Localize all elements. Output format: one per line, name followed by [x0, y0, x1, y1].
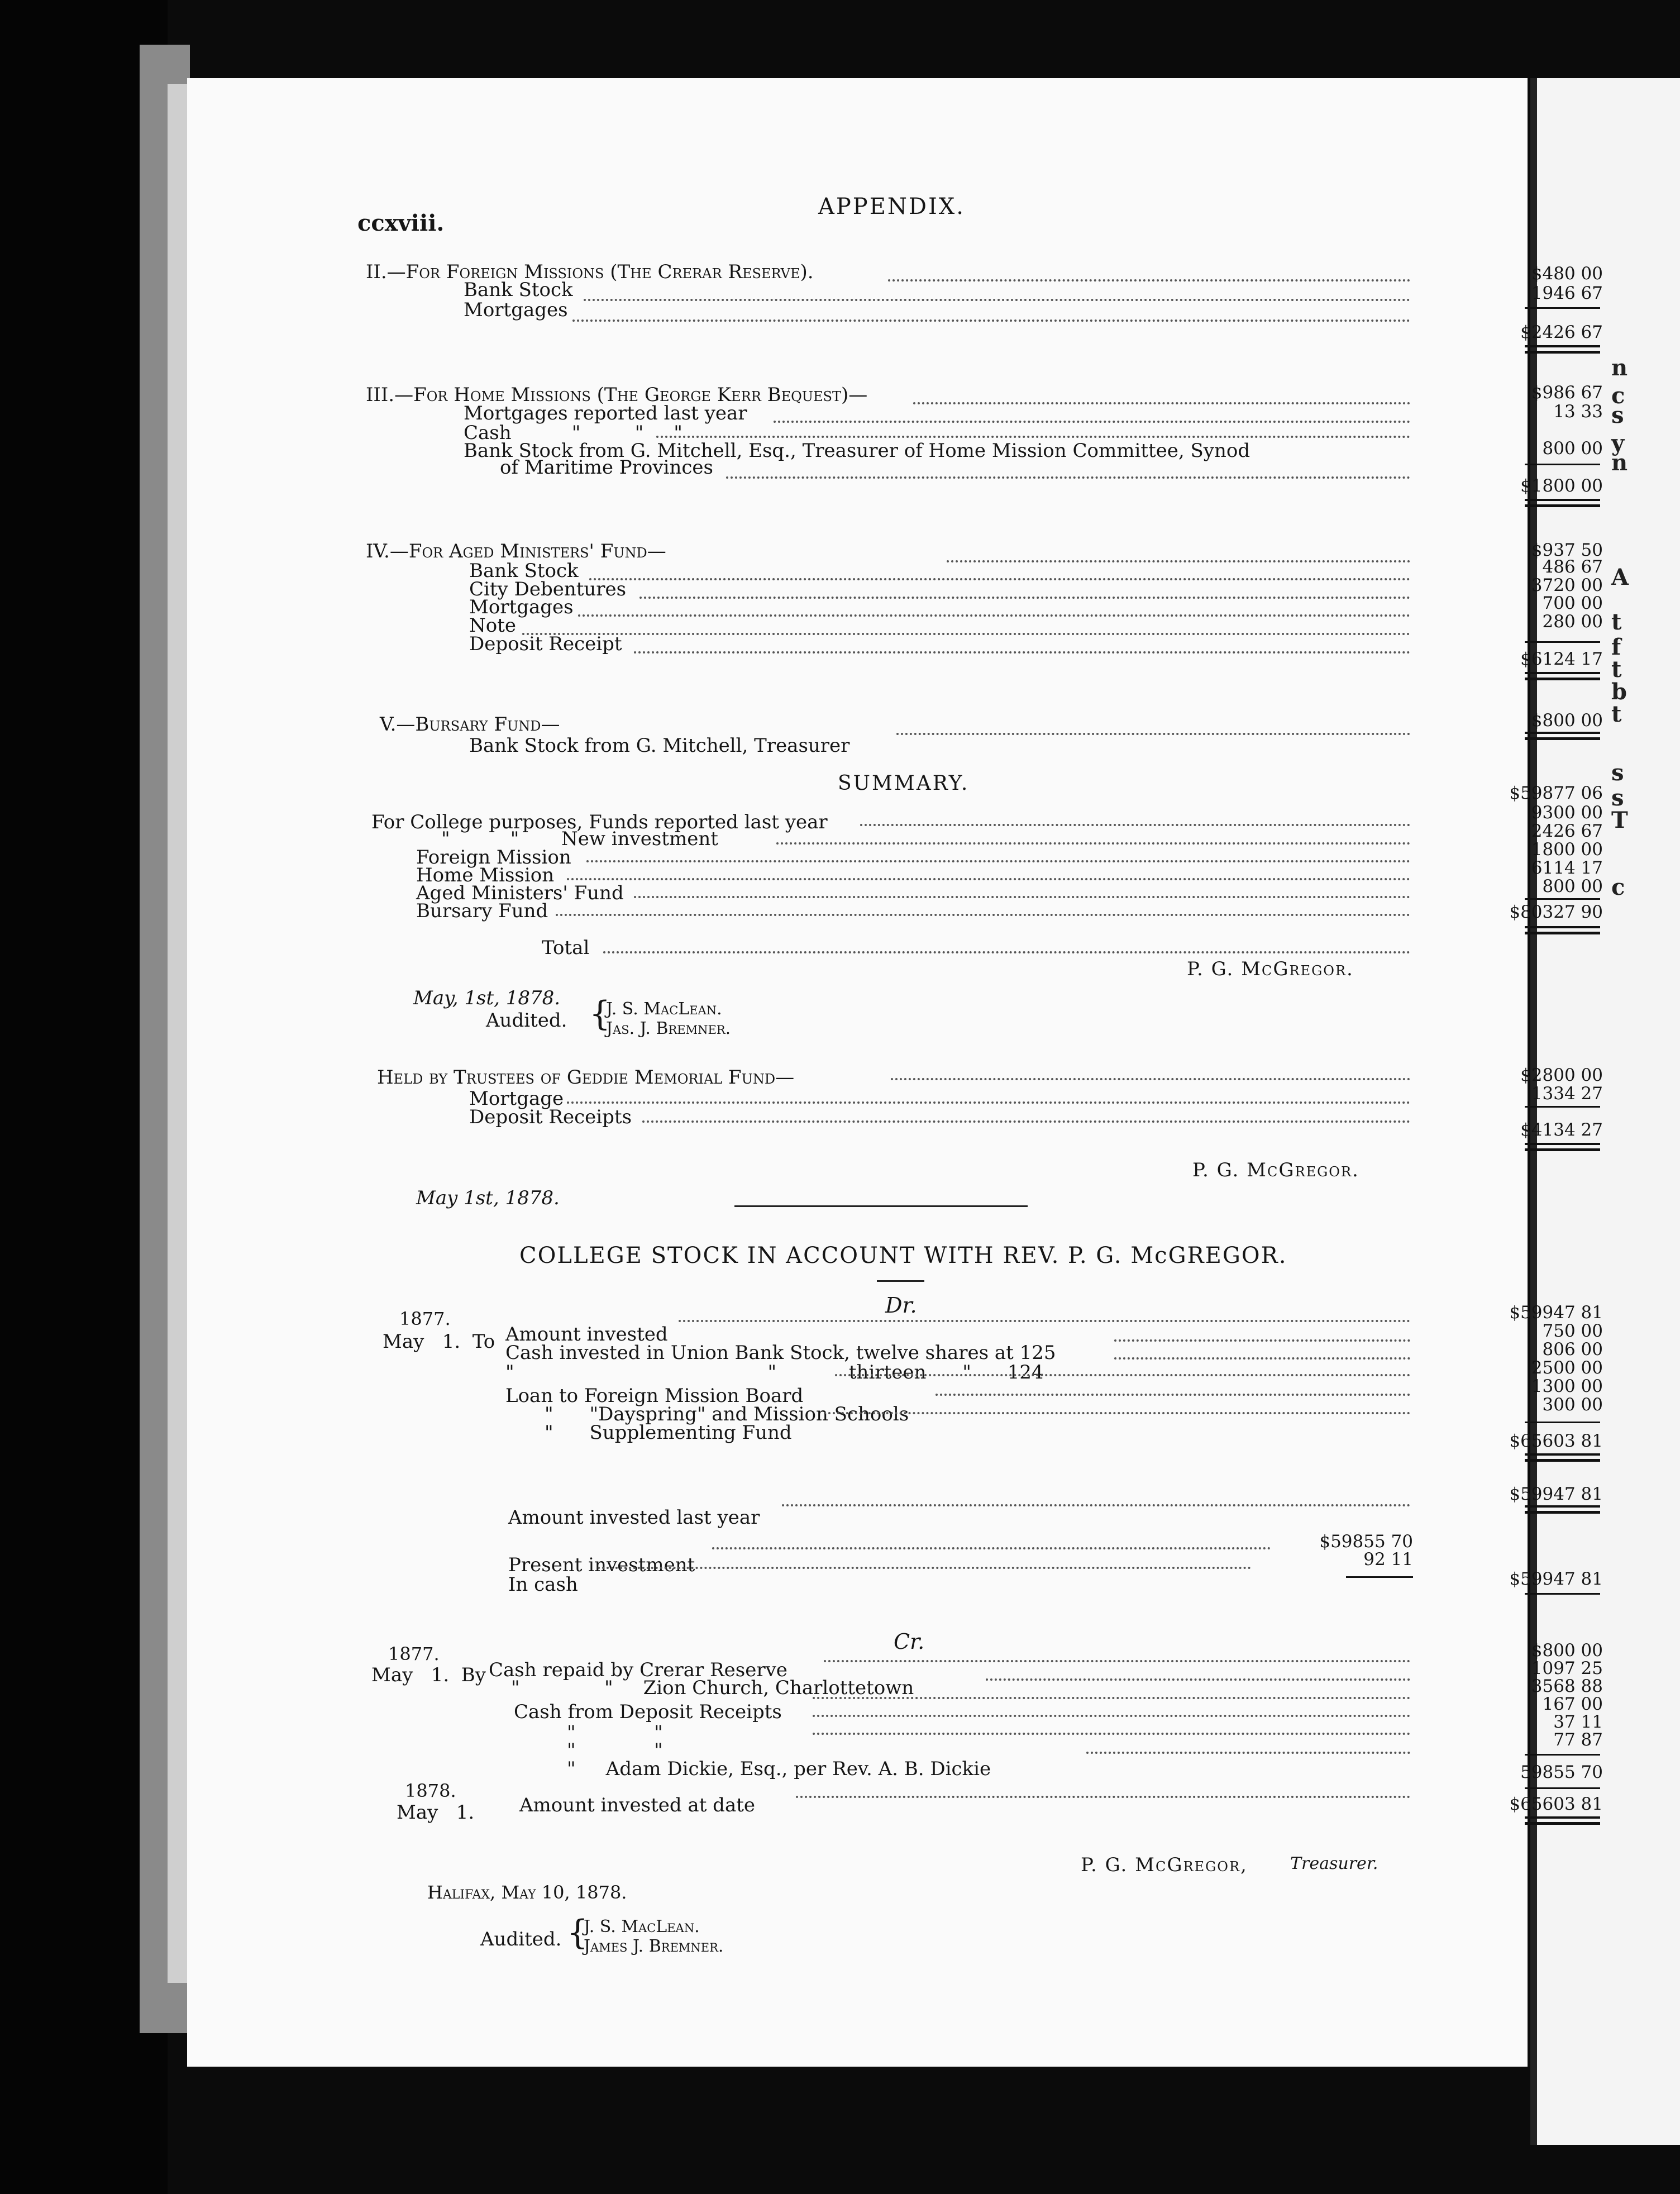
auditor-name: James J. Bremner. — [584, 1937, 724, 1956]
dot-leader — [947, 560, 1410, 562]
amount: 486 67 — [1542, 557, 1603, 577]
dot-leader — [567, 878, 1410, 880]
summary-line: Bursary Fund — [416, 900, 548, 922]
entry-date: May 1. — [397, 1801, 475, 1824]
dot-leader — [1114, 1357, 1410, 1360]
present-investment: $59855 70 — [1319, 1532, 1413, 1552]
amount: 6114 17 — [1531, 858, 1603, 878]
adjacent-page-fragment: A — [1611, 564, 1629, 590]
summary-line: " " New investment — [441, 828, 718, 850]
double-rule — [1525, 1453, 1600, 1462]
line-label: Mortgages — [464, 299, 568, 321]
credit-total: $65603 81 — [1509, 1794, 1603, 1814]
section-heading-home: III.—For Home Missions (The George Kerr Bequest)— — [366, 384, 868, 406]
section-heading-foreign: II.—For Foreign Missions (The Crerar Reserve). — [366, 261, 814, 283]
sum-rule — [1346, 1576, 1413, 1578]
invested-last-year: $59947 81 — [1509, 1484, 1603, 1504]
line-label: Bank Stock — [469, 560, 579, 582]
line-label: Deposit Receipts — [469, 1106, 632, 1128]
entry-date: May 1. To — [383, 1330, 495, 1353]
amount: 1097 25 — [1531, 1658, 1603, 1678]
dot-leader — [860, 824, 1410, 826]
in-cash: 92 11 — [1363, 1549, 1413, 1570]
debit-line: " Supplementing Fund — [545, 1422, 792, 1444]
double-rule — [1525, 1816, 1600, 1825]
account-title: COLLEGE STOCK IN ACCOUNT WITH REV. P. G. McGREGOR. — [519, 1243, 1287, 1268]
adjacent-page-fragment: c — [1611, 383, 1625, 409]
adjacent-page-fragment: t — [1611, 609, 1622, 635]
sum-rule — [1525, 898, 1600, 900]
dot-leader — [598, 1567, 1251, 1569]
amount: 800 00 — [1542, 438, 1603, 459]
adjacent-page-fragment: t — [1611, 701, 1622, 727]
credit-line: " Adam Dickie, Esq., per Rev. A. B. Dickie — [567, 1758, 991, 1780]
dot-leader — [634, 896, 1410, 898]
dot-leader — [578, 614, 1410, 617]
date: May, 1st, 1878. — [413, 987, 561, 1009]
invested-last-year-label: Amount invested last year — [508, 1506, 760, 1529]
credit-line: " " — [567, 1721, 663, 1744]
dot-leader — [726, 476, 1410, 479]
year: 1877. — [399, 1308, 451, 1329]
dot-leader — [896, 733, 1410, 735]
place-date: Halifax, May 10, 1878. — [427, 1882, 627, 1903]
amount: 13 33 — [1553, 402, 1603, 422]
section-total: $4134 27 — [1520, 1120, 1603, 1140]
line-label: Mortgages — [469, 596, 574, 618]
in-cash-label: In cash — [508, 1573, 578, 1596]
dot-leader — [1086, 1752, 1410, 1754]
amount: $59877 06 — [1509, 783, 1603, 803]
summary-total: $80327 90 — [1509, 902, 1603, 922]
adjacent-page-fragment: f — [1611, 634, 1621, 660]
dot-leader — [567, 1101, 1410, 1104]
dot-leader — [639, 597, 1410, 599]
amount: $59947 81 — [1509, 1303, 1603, 1323]
summary-heading: SUMMARY. — [838, 772, 970, 795]
double-rule — [1525, 732, 1600, 740]
credit-line: " " Zion Church, Charlottetown — [511, 1677, 914, 1699]
dot-leader — [656, 436, 1410, 438]
line-label: Note — [469, 614, 517, 637]
dot-leader — [634, 651, 1410, 654]
dot-leader — [679, 1320, 1410, 1322]
brace: { — [589, 994, 611, 1033]
sum-rule — [1525, 1754, 1600, 1756]
audited-label: Audited. — [480, 1928, 562, 1950]
adjacent-page-fragment: c — [1611, 874, 1625, 900]
dot-leader — [782, 1504, 1410, 1506]
dot-leader — [556, 914, 1410, 916]
dot-leader — [913, 402, 1410, 404]
double-rule — [1525, 1143, 1600, 1151]
line-label: Mortgages reported last year — [464, 402, 747, 425]
sum-rule — [1525, 1106, 1600, 1108]
dot-leader — [572, 319, 1410, 322]
double-rule — [1525, 926, 1600, 934]
dot-leader — [642, 1120, 1410, 1123]
running-title: APPENDIX. — [818, 194, 965, 220]
double-rule — [1525, 1505, 1600, 1514]
debit-line: " "Dayspring" and Mission Schools — [545, 1403, 909, 1425]
amount: 750 00 — [1542, 1321, 1603, 1341]
dot-leader — [522, 633, 1410, 635]
dot-leader — [603, 951, 1410, 953]
amount: 167 00 — [1542, 1694, 1603, 1714]
sum-rule — [1525, 1593, 1600, 1595]
amount: 806 00 — [1542, 1339, 1603, 1360]
debit-line: " " thirteen " 124 — [505, 1361, 1044, 1384]
amount: 800 00 — [1542, 876, 1603, 896]
summary-line: Foreign Mission — [416, 846, 571, 869]
dot-leader — [774, 421, 1410, 423]
credit-final-label: Amount invested at date — [519, 1794, 755, 1816]
line-label: Cash " " " — [464, 422, 682, 444]
amount: 9300 00 — [1531, 803, 1603, 823]
entry-date: May 1. By — [371, 1664, 486, 1686]
sum-rule — [1525, 307, 1600, 309]
adjacent-page-fragment: t — [1611, 656, 1622, 683]
document-page — [187, 78, 1603, 2067]
amount: $480 00 — [1531, 264, 1603, 284]
amount: 77 87 — [1553, 1730, 1603, 1750]
sum-rule — [1525, 1787, 1600, 1789]
dot-leader — [986, 1678, 1410, 1681]
dot-leader — [586, 860, 1410, 862]
amount: 59855 70 — [1520, 1762, 1603, 1782]
sum-rule — [1525, 464, 1600, 465]
double-rule — [1525, 672, 1600, 680]
dot-leader — [824, 1412, 1410, 1414]
amount: 2426 67 — [1531, 821, 1603, 841]
double-rule — [1525, 345, 1600, 354]
present-total: $59947 81 — [1509, 1569, 1603, 1589]
audited-label: Audited. — [486, 1009, 567, 1032]
line-label: Bank Stock — [464, 279, 573, 301]
auditor-name: J. S. MacLean. — [584, 1917, 700, 1937]
credit-line: " " — [567, 1739, 663, 1762]
year: 1877. — [388, 1643, 440, 1664]
auditor-name: J. S. MacLean. — [606, 999, 722, 1019]
section-total: $2426 67 — [1520, 322, 1603, 342]
line-label: Bank Stock from G. Mitchell, Treasurer — [469, 734, 850, 757]
line-label: Deposit Receipt — [469, 633, 622, 655]
auditor-name: Jas. J. Bremner. — [606, 1019, 731, 1038]
line-label: of Maritime Provinces — [500, 456, 713, 479]
adjacent-page-fragment: b — [1611, 679, 1627, 705]
adjacent-page-fragment: s — [1611, 785, 1624, 811]
summary-line: Aged Ministers' Fund — [416, 882, 624, 904]
amount: 3720 00 — [1531, 575, 1603, 595]
section-heading-geddie: Held by Trustees of Geddie Memorial Fund— — [377, 1066, 795, 1089]
debit-line: Loan to Foreign Mission Board — [505, 1385, 804, 1407]
signature: P. G. McGregor, — [1081, 1854, 1248, 1876]
amount: $937 50 — [1531, 540, 1603, 560]
present-investment-label: Present investment — [508, 1554, 695, 1576]
amount: $800 00 — [1531, 1640, 1603, 1661]
adjacent-page-fragment: n — [1611, 450, 1628, 476]
amount: 3568 88 — [1531, 1676, 1603, 1696]
credit-line: Cash repaid by Crerar Reserve — [489, 1659, 787, 1681]
credit-line: Cash from Deposit Receipts — [514, 1701, 782, 1723]
dot-leader — [835, 1374, 1410, 1376]
adjacent-page-fragment: s — [1611, 402, 1624, 428]
amount: 1800 00 — [1531, 840, 1603, 860]
amount: 1946 67 — [1531, 283, 1603, 303]
section-heading-aged: IV.—For Aged Ministers' Fund— — [366, 540, 666, 562]
amount: 300 00 — [1542, 1395, 1603, 1415]
amount: 280 00 — [1542, 612, 1603, 632]
double-rule — [1525, 499, 1600, 507]
sum-rule — [1525, 641, 1600, 643]
dot-leader — [796, 1796, 1410, 1798]
dot-leader — [813, 1733, 1410, 1735]
dot-leader — [1114, 1339, 1410, 1342]
dot-leader — [813, 1697, 1410, 1699]
amount: 37 11 — [1553, 1712, 1603, 1732]
sum-rule — [1525, 1422, 1600, 1423]
date: May 1st, 1878. — [416, 1187, 560, 1209]
dot-leader — [712, 1547, 1271, 1549]
adjacent-page-fragment: s — [1611, 760, 1624, 786]
section-heading-bursary: V.—Bursary Fund— — [380, 713, 560, 736]
debit-line: Cash invested in Union Bank Stock, twelve shares at 125 — [505, 1342, 1056, 1364]
signature: P. G. McGregor. — [1192, 1159, 1359, 1181]
dot-leader — [936, 1394, 1410, 1396]
amount: 2500 00 — [1531, 1358, 1603, 1378]
section-total: $1800 00 — [1520, 476, 1603, 496]
amount: 1300 00 — [1531, 1376, 1603, 1396]
dot-leader — [584, 299, 1410, 301]
summary-line: For College purposes, Funds reported last year — [371, 811, 828, 833]
dot-leader — [888, 279, 1410, 282]
adjacent-page-fragment: n — [1611, 355, 1628, 381]
section-total: $800 00 — [1531, 710, 1603, 731]
year: 1878. — [405, 1780, 456, 1801]
dot-leader — [813, 1715, 1410, 1717]
page-number: ccxviii. — [357, 210, 445, 236]
line-label: City Debentures — [469, 578, 627, 600]
debit-label: Dr. — [885, 1293, 917, 1318]
signature-role: Treasurer. — [1290, 1854, 1378, 1873]
dot-leader — [589, 578, 1410, 580]
adjacent-page-fragment: T — [1611, 807, 1628, 833]
amount: $986 67 — [1531, 383, 1603, 403]
section-divider — [734, 1205, 1028, 1207]
title-rule — [877, 1280, 924, 1282]
summary-line: Home Mission — [416, 864, 555, 886]
adjacent-page-fragment: y — [1611, 430, 1625, 456]
amount: 1334 27 — [1531, 1084, 1603, 1104]
dot-leader — [776, 842, 1410, 845]
dot-leader — [891, 1078, 1410, 1080]
line-label: Bank Stock from G. Mitchell, Esq., Treasurer of Home Mission Committee, Synod — [464, 440, 1251, 462]
line-label: Mortgage — [469, 1088, 564, 1110]
dot-leader — [824, 1660, 1410, 1662]
debit-total: $65603 81 — [1509, 1431, 1603, 1451]
signature: P. G. McGregor. — [1187, 958, 1354, 980]
amount: 700 00 — [1542, 593, 1603, 613]
amount: $2800 00 — [1520, 1065, 1603, 1085]
section-total: $6124 17 — [1520, 649, 1603, 669]
debit-line: Amount invested — [505, 1323, 668, 1346]
summary-total-label: Total — [542, 937, 590, 959]
brace: { — [567, 1913, 589, 1952]
credit-label: Cr. — [894, 1629, 925, 1654]
